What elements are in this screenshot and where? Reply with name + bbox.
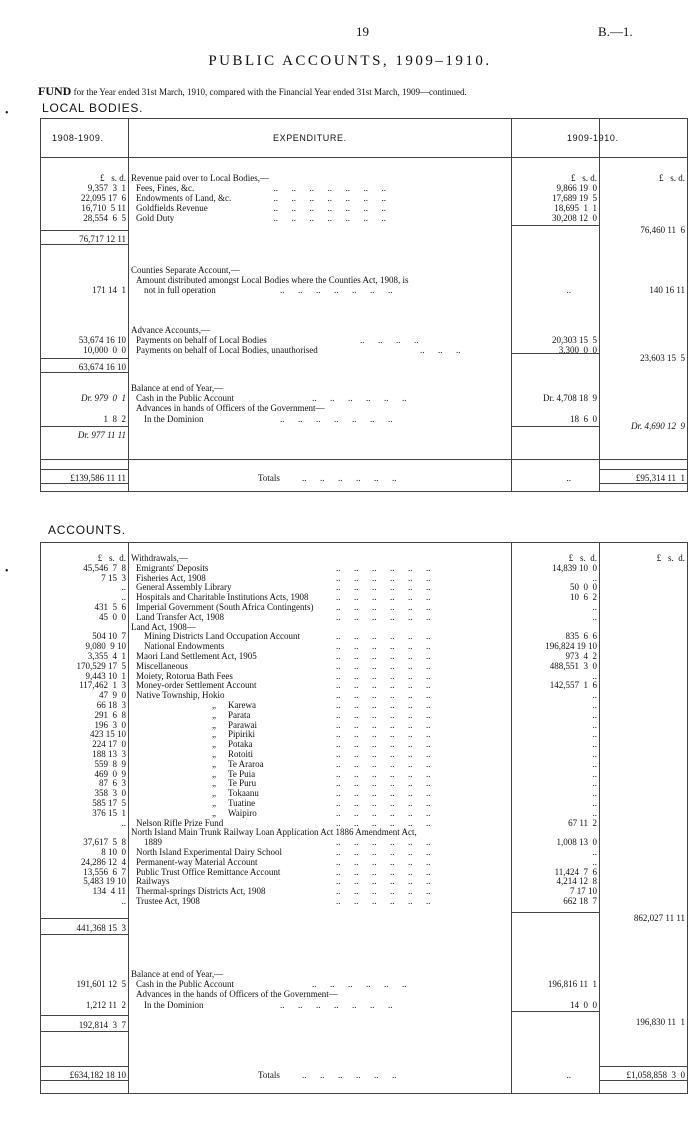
- prev-subtotal: 63,674 16 10: [78, 362, 126, 372]
- leader-dots: .. .. .. .. .. ..: [336, 749, 431, 759]
- prev-value: 22,095 17 6: [81, 193, 126, 203]
- prev-value: 3,355 4 1: [87, 651, 126, 661]
- page-title: PUBLIC ACCOUNTS, 1909–1910.: [208, 53, 492, 69]
- item-value: 20,303 15 5: [552, 335, 597, 345]
- leader-dots: .. .. .. .. .. ..: [336, 788, 431, 799]
- row-label: Withdrawals,—: [131, 553, 188, 563]
- item-value: 14 0 0: [570, 1000, 597, 1010]
- ditto-mark: „: [212, 758, 216, 769]
- item-value: ..: [592, 670, 597, 681]
- margin-mark: •: [5, 566, 9, 577]
- prev-value: ..: [121, 817, 126, 828]
- prev-value: 45 0 0: [99, 611, 126, 622]
- prev-value: 1 8 2: [103, 414, 126, 424]
- item-value: ..: [592, 602, 597, 612]
- prev-value: 66 18 3: [96, 700, 126, 710]
- col-header-expenditure: EXPENDITURE.: [273, 133, 347, 143]
- item-value: 1,008 13 0: [556, 837, 597, 848]
- group-total: 23,603 15 5: [640, 353, 685, 363]
- unit-item: £ s. d.: [568, 553, 597, 563]
- totals-label: Totals: [258, 1070, 280, 1080]
- row-label: Parawai: [228, 719, 257, 730]
- row-label: Miscellaneous: [136, 660, 188, 671]
- totals-item: ..: [566, 1070, 571, 1080]
- prev-value: 9,443 10 1: [85, 670, 126, 681]
- row-label: General Assembly Library: [136, 582, 232, 593]
- item-value: 196,816 11 1: [547, 979, 597, 989]
- item-value: 7 17 10: [570, 886, 597, 897]
- item-value: 18,695 1 1: [554, 203, 597, 213]
- item-value: ..: [592, 709, 597, 720]
- leader-dots: .. .. .. .. .. .. ..: [280, 414, 393, 424]
- leader-dots: .. .. .. .. .. ..: [336, 572, 431, 583]
- local-bodies-table: [40, 118, 688, 492]
- item-value: 662 18 7: [563, 896, 597, 906]
- prev-value: 171 14 1: [92, 285, 126, 295]
- row-label: Endowments of Land, &c.: [136, 193, 232, 203]
- row-label: Payments on behalf of Local Bodies, unauthorised: [136, 345, 318, 355]
- leader-dots: .. .. .. .. .. ..: [336, 817, 431, 828]
- leader-dots: .. .. .. .. .. ..: [302, 1070, 397, 1080]
- prev-value: 53,674 16 10: [78, 335, 126, 345]
- item-value: 17,689 19 5: [552, 193, 597, 203]
- accounts-heading: ACCOUNTS.: [48, 523, 126, 537]
- row-label: Thermal-springs Districts Act, 1908: [136, 886, 266, 897]
- item-value: 50 0 0: [570, 582, 597, 593]
- item-value: ..: [592, 847, 597, 857]
- row-label: Moiety, Rotorua Bath Fees: [136, 670, 233, 681]
- ditto-mark: „: [212, 700, 216, 710]
- item-value: ..: [592, 856, 597, 867]
- leader-dots: .. .. .. .. .. ..: [336, 670, 431, 681]
- leader-dots: .. .. .. .. .. ..: [336, 690, 431, 701]
- page-number: 19: [356, 24, 369, 39]
- ditto-mark: „: [212, 768, 216, 779]
- ditto-mark: „: [212, 739, 216, 750]
- group-total: Dr. 4,690 12 9: [630, 421, 685, 431]
- row-label: Fees, Fines, &c.: [136, 183, 195, 193]
- totals-prev: £634,182 18 10: [69, 1070, 126, 1080]
- row-label: Karewa: [228, 700, 256, 710]
- item-value: 30,208 12 0: [552, 213, 597, 223]
- group-total: 196,830 11 1: [635, 1017, 685, 1027]
- item-value: ..: [592, 719, 597, 730]
- row-label: North Island Main Trunk Railway Loan Application Act 1886 Amendment Act,: [131, 827, 417, 838]
- margin-mark: •: [5, 108, 9, 119]
- prev-value: 423 15 10: [90, 729, 126, 740]
- group-total: 76,460 11 6: [640, 225, 685, 235]
- leader-dots: .. .. .. .. .. ..: [336, 876, 431, 887]
- leader-dots: .. .. .. .. .. ..: [336, 837, 431, 848]
- item-value: ..: [592, 788, 597, 799]
- ditto-mark: „: [212, 709, 216, 720]
- prev-value: 134 4 11: [92, 886, 126, 897]
- leader-dots: .. .. .. .. .. ..: [336, 719, 431, 730]
- item-value: 14,839 10 0: [552, 562, 597, 573]
- prev-subtotal: 76,717 12 11: [79, 234, 126, 244]
- row-label: Goldfields Revenue: [136, 203, 208, 213]
- prev-value: 191,601 12 5: [76, 979, 126, 989]
- prev-value: ..: [121, 896, 126, 906]
- leader-dots: .. .. .. .. .. ..: [336, 709, 431, 720]
- item-value: 67 11 2: [568, 817, 597, 828]
- leader-dots: .. .. .. .. .. ..: [336, 778, 431, 789]
- leader-dots: .. .. .. .. .. ..: [336, 680, 431, 691]
- prev-value: 585 17 5: [92, 798, 126, 808]
- row-label: Tokaanu: [228, 788, 259, 799]
- leader-dots: .. .. .. .. .. ..: [336, 582, 431, 593]
- prev-value: 196 3 0: [94, 719, 126, 730]
- prev-value: 37,617 5 8: [83, 837, 126, 848]
- prev-subtotal: Dr. 977 11 11: [77, 430, 126, 440]
- leader-dots: .. .. .. .. .. ..: [336, 798, 431, 808]
- prev-value: 16,710 5 11: [81, 203, 126, 213]
- leader-dots: .. .. .. .. .. ..: [302, 473, 397, 483]
- group-total: 140 16 11: [649, 285, 685, 295]
- prev-subtotal: 192,814 3 7: [78, 1020, 126, 1030]
- leader-dots: .. .. .. .. .. ..: [336, 602, 431, 612]
- fund-caption: [38, 84, 467, 99]
- leader-dots: .. .. .. .. .. ..: [336, 768, 431, 779]
- row-label: Advances in the hands of Officers of the Government—: [136, 989, 338, 999]
- row-label: Te Puia: [228, 768, 256, 779]
- item-value: 835 6 6: [565, 631, 597, 642]
- prev-value: 24,286 12 4: [81, 856, 126, 867]
- row-label: Imperial Government (South Africa Contingents): [136, 602, 314, 612]
- prev-value: 559 8 9: [94, 758, 126, 769]
- totals-label: Totals: [258, 473, 280, 483]
- leader-dots: .. .. .. .. .. .. ..: [260, 193, 386, 203]
- leader-dots: .. .. .. .. .. ..: [312, 393, 407, 403]
- ditto-mark: „: [212, 719, 216, 730]
- row-label: Gold Duty: [136, 213, 175, 223]
- leader-dots: .. .. .. .. .. ..: [336, 700, 431, 710]
- row-label: Rotoiti: [228, 749, 254, 759]
- row-label: Railways: [136, 876, 170, 887]
- item-value: ..: [592, 798, 597, 808]
- item-value: 3,300 0 0: [558, 345, 597, 355]
- leader-dots: .. .. .. .. .. ..: [336, 641, 431, 652]
- prev-value: ..: [121, 592, 126, 603]
- item-value: 4,214 12 8: [556, 876, 597, 887]
- item-value: ..: [592, 729, 597, 740]
- prev-value: 504 10 7: [92, 631, 126, 642]
- leader-dots: .. .. .. .. .. ..: [336, 856, 431, 867]
- prev-value: 45,546 7 8: [83, 562, 126, 573]
- row-label: Te Araroa: [228, 758, 264, 769]
- leader-dots: .. .. .. .. .. .. ..: [260, 213, 386, 223]
- leader-dots: .. .. .. .. .. .. ..: [260, 203, 386, 213]
- ditto-mark: „: [212, 807, 216, 818]
- row-label: Fisheries Act, 1908: [136, 572, 206, 583]
- leader-dots: .. .. .. .. .. ..: [336, 592, 431, 603]
- fund-word: FUND: [38, 84, 72, 98]
- prev-value: 469 0 9: [94, 768, 126, 779]
- ditto-mark: „: [212, 778, 216, 789]
- row-label: 1889: [144, 837, 162, 848]
- item-value: ..: [592, 572, 597, 583]
- row-label: Public Trust Office Remittance Account: [136, 866, 281, 877]
- row-label: Money-order Settlement Account: [136, 680, 257, 691]
- prev-value: 87 6 3: [99, 778, 126, 789]
- totals-total: £1,058,858 3 0: [626, 1070, 685, 1080]
- item-value: ..: [592, 700, 597, 710]
- row-label: Advances in hands of Officers of the Government—: [136, 403, 325, 413]
- row-label: Trustee Act, 1908: [136, 896, 200, 906]
- row-label: not in full operation: [144, 285, 216, 295]
- prev-value: 8 10 0: [101, 847, 126, 857]
- ditto-mark: „: [212, 788, 216, 799]
- row-label: Te Puru: [228, 778, 257, 789]
- row-label: In the Dominion: [144, 414, 204, 424]
- item-value: 973 4 2: [565, 651, 597, 661]
- item-value: ..: [592, 690, 597, 701]
- prev-value: Dr. 979 0 1: [80, 393, 126, 403]
- row-label: Land Transfer Act, 1908: [136, 611, 224, 622]
- leader-dots: .. .. .. .. .. ..: [336, 651, 431, 661]
- leader-dots: .. .. .. .. .. ..: [336, 847, 431, 857]
- prev-value: 431 5 6: [94, 602, 126, 612]
- leader-dots: .. .. .. .. .. ..: [336, 866, 431, 877]
- row-label: Mining Districts Land Occupation Account: [144, 631, 300, 642]
- prev-value: 13,556 6 7: [83, 866, 126, 877]
- totals-total: £95,314 11 1: [635, 473, 685, 483]
- group-title: Balance at end of Year,—: [131, 383, 224, 393]
- group-title: Balance at end of Year,—: [131, 969, 224, 979]
- prev-value: 9,080 9 10: [85, 641, 126, 652]
- prev-value: 117,462 1 3: [79, 680, 126, 691]
- fund-caption-text: for the Year ended 31st March, 1910, compared with the Financial Year ended 31st March, 1909—continued.: [73, 87, 467, 97]
- prev-value: 7 15 3: [101, 572, 126, 583]
- item-value: ..: [592, 739, 597, 750]
- leader-dots: .. .. ..: [420, 345, 461, 355]
- item-value: 142,557 1 6: [549, 680, 597, 691]
- item-value: ..: [566, 285, 571, 295]
- prev-value: 358 3 0: [94, 788, 126, 799]
- report-reference: B.—1.: [598, 24, 633, 39]
- unit-total: £ s. d.: [658, 173, 685, 183]
- prev-value: 1,212 11 2: [85, 1000, 126, 1010]
- row-label: Nelson Rifle Prize Fund: [136, 817, 224, 828]
- item-value: 18 6 0: [570, 414, 597, 424]
- leader-dots: .. .. .. .. .. .. ..: [260, 183, 386, 193]
- leader-dots: .. .. .. .. .. ..: [336, 758, 431, 769]
- row-label: Waipiro: [228, 807, 257, 818]
- unit-prev: £ s. d.: [97, 553, 126, 563]
- ditto-mark: „: [212, 729, 216, 740]
- row-label: Tuatine: [228, 798, 256, 808]
- prev-value: 5,483 19 10: [83, 876, 126, 887]
- leader-dots: .. .. .. .. .. ..: [336, 807, 431, 818]
- row-label: Land Act, 1908—: [131, 621, 196, 632]
- unit-total: £ s. d.: [656, 553, 685, 563]
- prev-value: 376 15 1: [92, 807, 126, 818]
- item-value: 10 6 2: [570, 592, 597, 603]
- prev-value: 170,529 17 5: [76, 660, 126, 671]
- prev-value: 224 17 0: [92, 739, 126, 750]
- item-value: ..: [592, 807, 597, 818]
- row-label: Cash in the Public Account: [136, 979, 234, 989]
- row-label: Maori Land Settlement Act, 1905: [136, 651, 257, 661]
- row-label: In the Dominion: [144, 1000, 204, 1010]
- leader-dots: .. .. .. .. .. ..: [336, 739, 431, 750]
- item-value: 11,424 7 6: [554, 866, 597, 877]
- leader-dots: .. .. .. .. .. ..: [336, 631, 431, 642]
- unit-prev: £ s. d.: [99, 173, 126, 183]
- prev-value: 291 6 8: [94, 709, 126, 720]
- leader-dots: .. .. .. .. .. ..: [336, 886, 431, 897]
- item-value: ..: [592, 768, 597, 779]
- item-value: Dr. 4,708 18 9: [543, 393, 597, 403]
- leader-dots: .. .. .. .. .. ..: [312, 979, 407, 989]
- ditto-mark: „: [212, 749, 216, 759]
- item-value: 196,824 19 10: [545, 641, 597, 652]
- leader-dots: .. .. .. .. .. ..: [336, 611, 431, 622]
- prev-value: 47 9 0: [99, 690, 126, 701]
- row-label: Emigrants' Deposits: [136, 562, 209, 573]
- local-bodies-heading: LOCAL BODIES.: [42, 101, 144, 115]
- ditto-mark: „: [212, 798, 216, 808]
- prev-value: 188 13 3: [92, 749, 126, 759]
- totals-prev: £139,586 11 11: [70, 473, 126, 483]
- leader-dots: .. .. .. .. .. ..: [336, 562, 431, 573]
- prev-value: 9,357 3 1: [87, 183, 126, 193]
- group-total: 862,027 11 11: [633, 913, 685, 923]
- totals-item: ..: [566, 473, 571, 483]
- row-label: Amount distributed amongst Local Bodies where the Counties Act, 1908, is: [136, 275, 409, 285]
- item-value: 9,866 19 0: [556, 183, 597, 193]
- group-title: Advance Accounts,—: [131, 325, 210, 335]
- group-title: Revenue paid over to Local Bodies,—: [131, 173, 269, 183]
- row-label: Permanent-way Material Account: [136, 856, 258, 867]
- leader-dots: .. .. .. .. .. ..: [336, 729, 431, 740]
- row-label: Pipiriki: [228, 729, 256, 740]
- accounts-table: [40, 542, 688, 1094]
- leader-dots: .. .. .. .. .. .. ..: [280, 1000, 393, 1010]
- col-header-1908-1909: 1908-1909.: [52, 133, 104, 143]
- row-label: Native Township, Hokio: [136, 690, 225, 701]
- leader-dots: .. .. .. .. .. ..: [336, 896, 431, 906]
- row-label: National Endowments: [144, 641, 225, 652]
- prev-value: 28,554 6 5: [83, 213, 126, 223]
- col-header-1909-1910: 1909-1910.: [567, 133, 619, 143]
- row-label: Potaka: [228, 739, 253, 750]
- row-label: Cash in the Public Account: [136, 393, 234, 403]
- leader-dots: .. .. .. ..: [360, 335, 419, 345]
- leader-dots: .. .. .. .. .. ..: [336, 660, 431, 671]
- row-label: Payments on behalf of Local Bodies: [136, 335, 267, 345]
- item-value: ..: [592, 611, 597, 622]
- item-value: ..: [592, 749, 597, 759]
- item-value: ..: [592, 778, 597, 789]
- row-label: Hospitals and Charitable Institutions Acts, 1908: [136, 592, 309, 603]
- item-value: ..: [592, 758, 597, 769]
- prev-subtotal: 441,368 15 3: [76, 923, 126, 933]
- group-title: Counties Separate Account,—: [131, 265, 240, 275]
- unit-item: £ s. d.: [570, 173, 597, 183]
- row-label: Parata: [228, 709, 251, 720]
- leader-dots: .. .. .. .. .. .. ..: [280, 285, 393, 295]
- item-value: 488,551 3 0: [549, 660, 597, 671]
- prev-value: 10,000 0 0: [83, 345, 126, 355]
- row-label: North Island Experimental Dairy School: [136, 847, 282, 857]
- prev-value: ..: [121, 582, 126, 593]
